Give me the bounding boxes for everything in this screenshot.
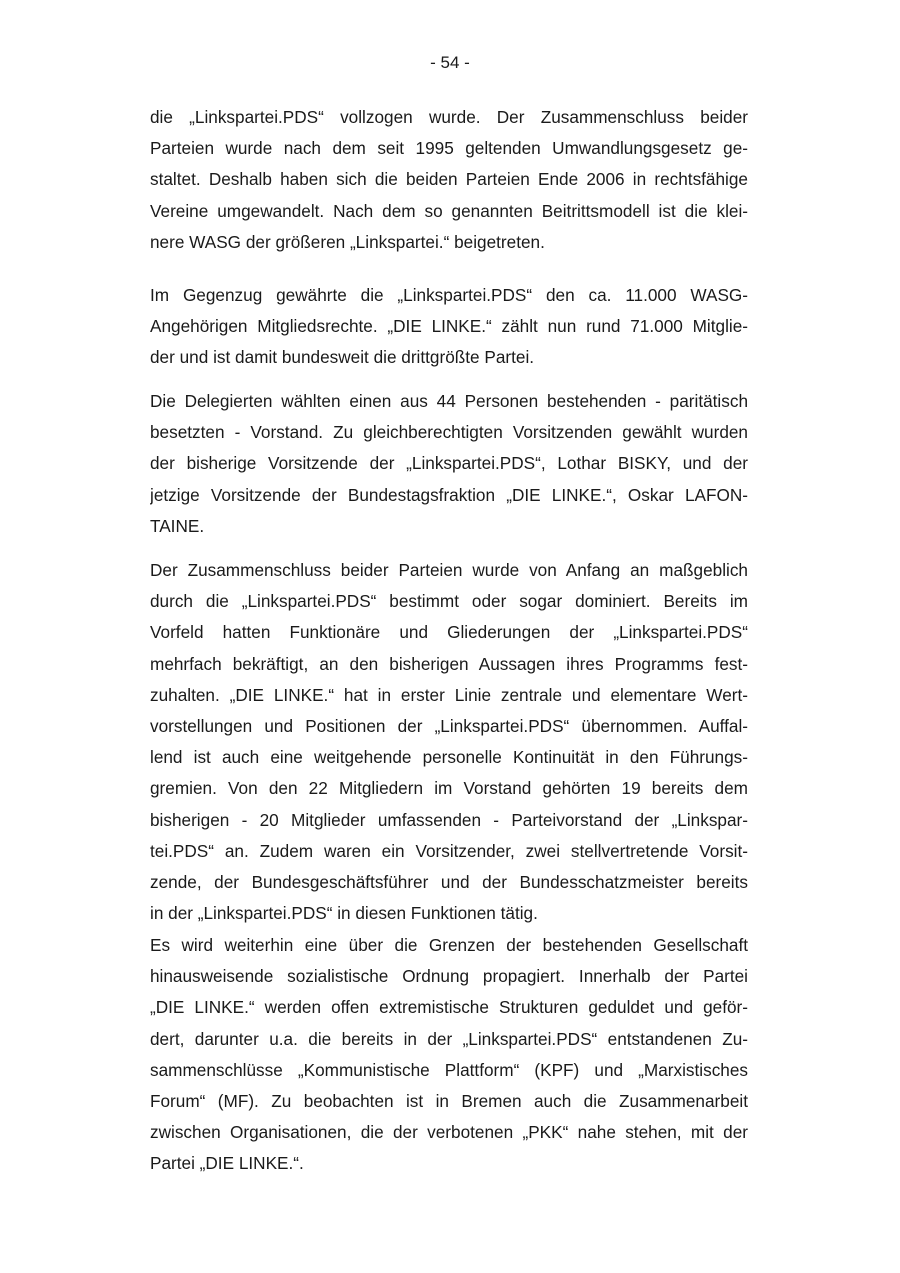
text-line: Angehörigen Mitgliedsrechte. „DIE LINKE.“ zählt nun rund 71.000 Mitglie- (150, 316, 748, 337)
text-line: lend ist auch eine weitgehende personelle Kontinuität in den Führungs- (150, 747, 748, 768)
text-line: durch die „Linkspartei.PDS“ bestimmt oder sogar dominiert. Bereits im (150, 591, 748, 612)
text-line: hinausweisende sozialistische Ordnung propagiert. Innerhalb der Partei (150, 966, 748, 987)
text-line: Parteien wurde nach dem seit 1995 geltenden Umwandlungsgesetz ge- (150, 138, 748, 159)
text-line: staltet. Deshalb haben sich die beiden Parteien Ende 2006 in rechtsfähige (150, 169, 748, 190)
text-line: tei.PDS“ an. Zudem waren ein Vorsitzender, zwei stellvertretende Vorsit- (150, 840, 748, 861)
text-line: gremien. Von den 22 Mitgliedern im Vorstand gehörten 19 bereits dem (150, 778, 748, 799)
text-line: Vereine umgewandelt. Nach dem so genannten Beitrittsmodell ist die klei- (150, 200, 748, 221)
text-line: jetzige Vorsitzende der Bundestagsfraktion „DIE LINKE.“, Oskar LAFON- (150, 484, 748, 505)
paragraph-1 (150, 102, 748, 258)
text-line: Im Gegenzug gewährte die „Linkspartei.PDS“ den ca. 11.000 WASG- (150, 285, 748, 305)
paragraph-5 (150, 930, 748, 1180)
paragraph-2 (150, 280, 748, 374)
text-line: nere WASG der größeren „Linkspartei.“ beigetreten. (150, 231, 545, 252)
text-line: die „Linkspartei.PDS“ vollzogen wurde. Der Zusammenschluss beider (150, 107, 748, 127)
text-line: zuhalten. „DIE LINKE.“ hat in erster Linie zentrale und elementare Wert- (150, 684, 748, 705)
text-line: der und ist damit bundesweit die drittgrößte Partei. (150, 347, 535, 368)
paragraph-4 (150, 555, 748, 929)
text-line: bisherigen - 20 Mitglieder umfassenden - Parteivorstand der „Linkspar- (150, 809, 748, 830)
text-line: besetzten - Vorstand. Zu gleichberechtigten Vorsitzenden gewählt wurden (150, 422, 748, 443)
text-line: mehrfach bekräftigt, an den bisherigen Aussagen ihres Programms fest- (150, 653, 748, 674)
page-number: - 54 - (430, 53, 470, 72)
text-line: vorstellungen und Positionen der „Linkspartei.PDS“ übernommen. Auffal- (150, 715, 748, 736)
text-line: Der Zusammenschluss beider Parteien wurde von Anfang an maßgeblich (150, 560, 748, 580)
text-line: TAINE. (150, 515, 205, 536)
text-line: „DIE LINKE.“ werden offen extremistische Strukturen geduldet und geför- (150, 997, 748, 1018)
text-line: Partei „DIE LINKE.“. (150, 1153, 304, 1174)
text-line: Die Delegierten wählten einen aus 44 Personen bestehenden - paritätisch (150, 391, 748, 411)
text-line: Vorfeld hatten Funktionäre und Gliederungen der „Linkspartei.PDS“ (150, 622, 748, 643)
text-line: Forum“ (MF). Zu beobachten ist in Bremen auch die Zusammenarbeit (150, 1090, 748, 1111)
text-line: dert, darunter u.a. die bereits in der „Linkspartei.PDS“ entstandenen Zu- (150, 1028, 748, 1049)
text-line: in der „Linkspartei.PDS“ in diesen Funktionen tätig. (150, 903, 538, 924)
text-line: zwischen Organisationen, die der verbotenen „PKK“ nahe stehen, mit der (150, 1122, 748, 1143)
text-line: zende, der Bundesgeschäftsführer und der Bundesschatzmeister bereits (150, 871, 748, 892)
text-line: Es wird weiterhin eine über die Grenzen der bestehenden Gesellschaft (150, 935, 748, 955)
paragraph-3 (150, 386, 748, 542)
text-line: der bisherige Vorsitzende der „Linkspartei.PDS“, Lothar BISKY, und der (150, 453, 748, 474)
text-line: sammenschlüsse „Kommunistische Plattform“ (KPF) und „Marxistisches (150, 1059, 748, 1080)
